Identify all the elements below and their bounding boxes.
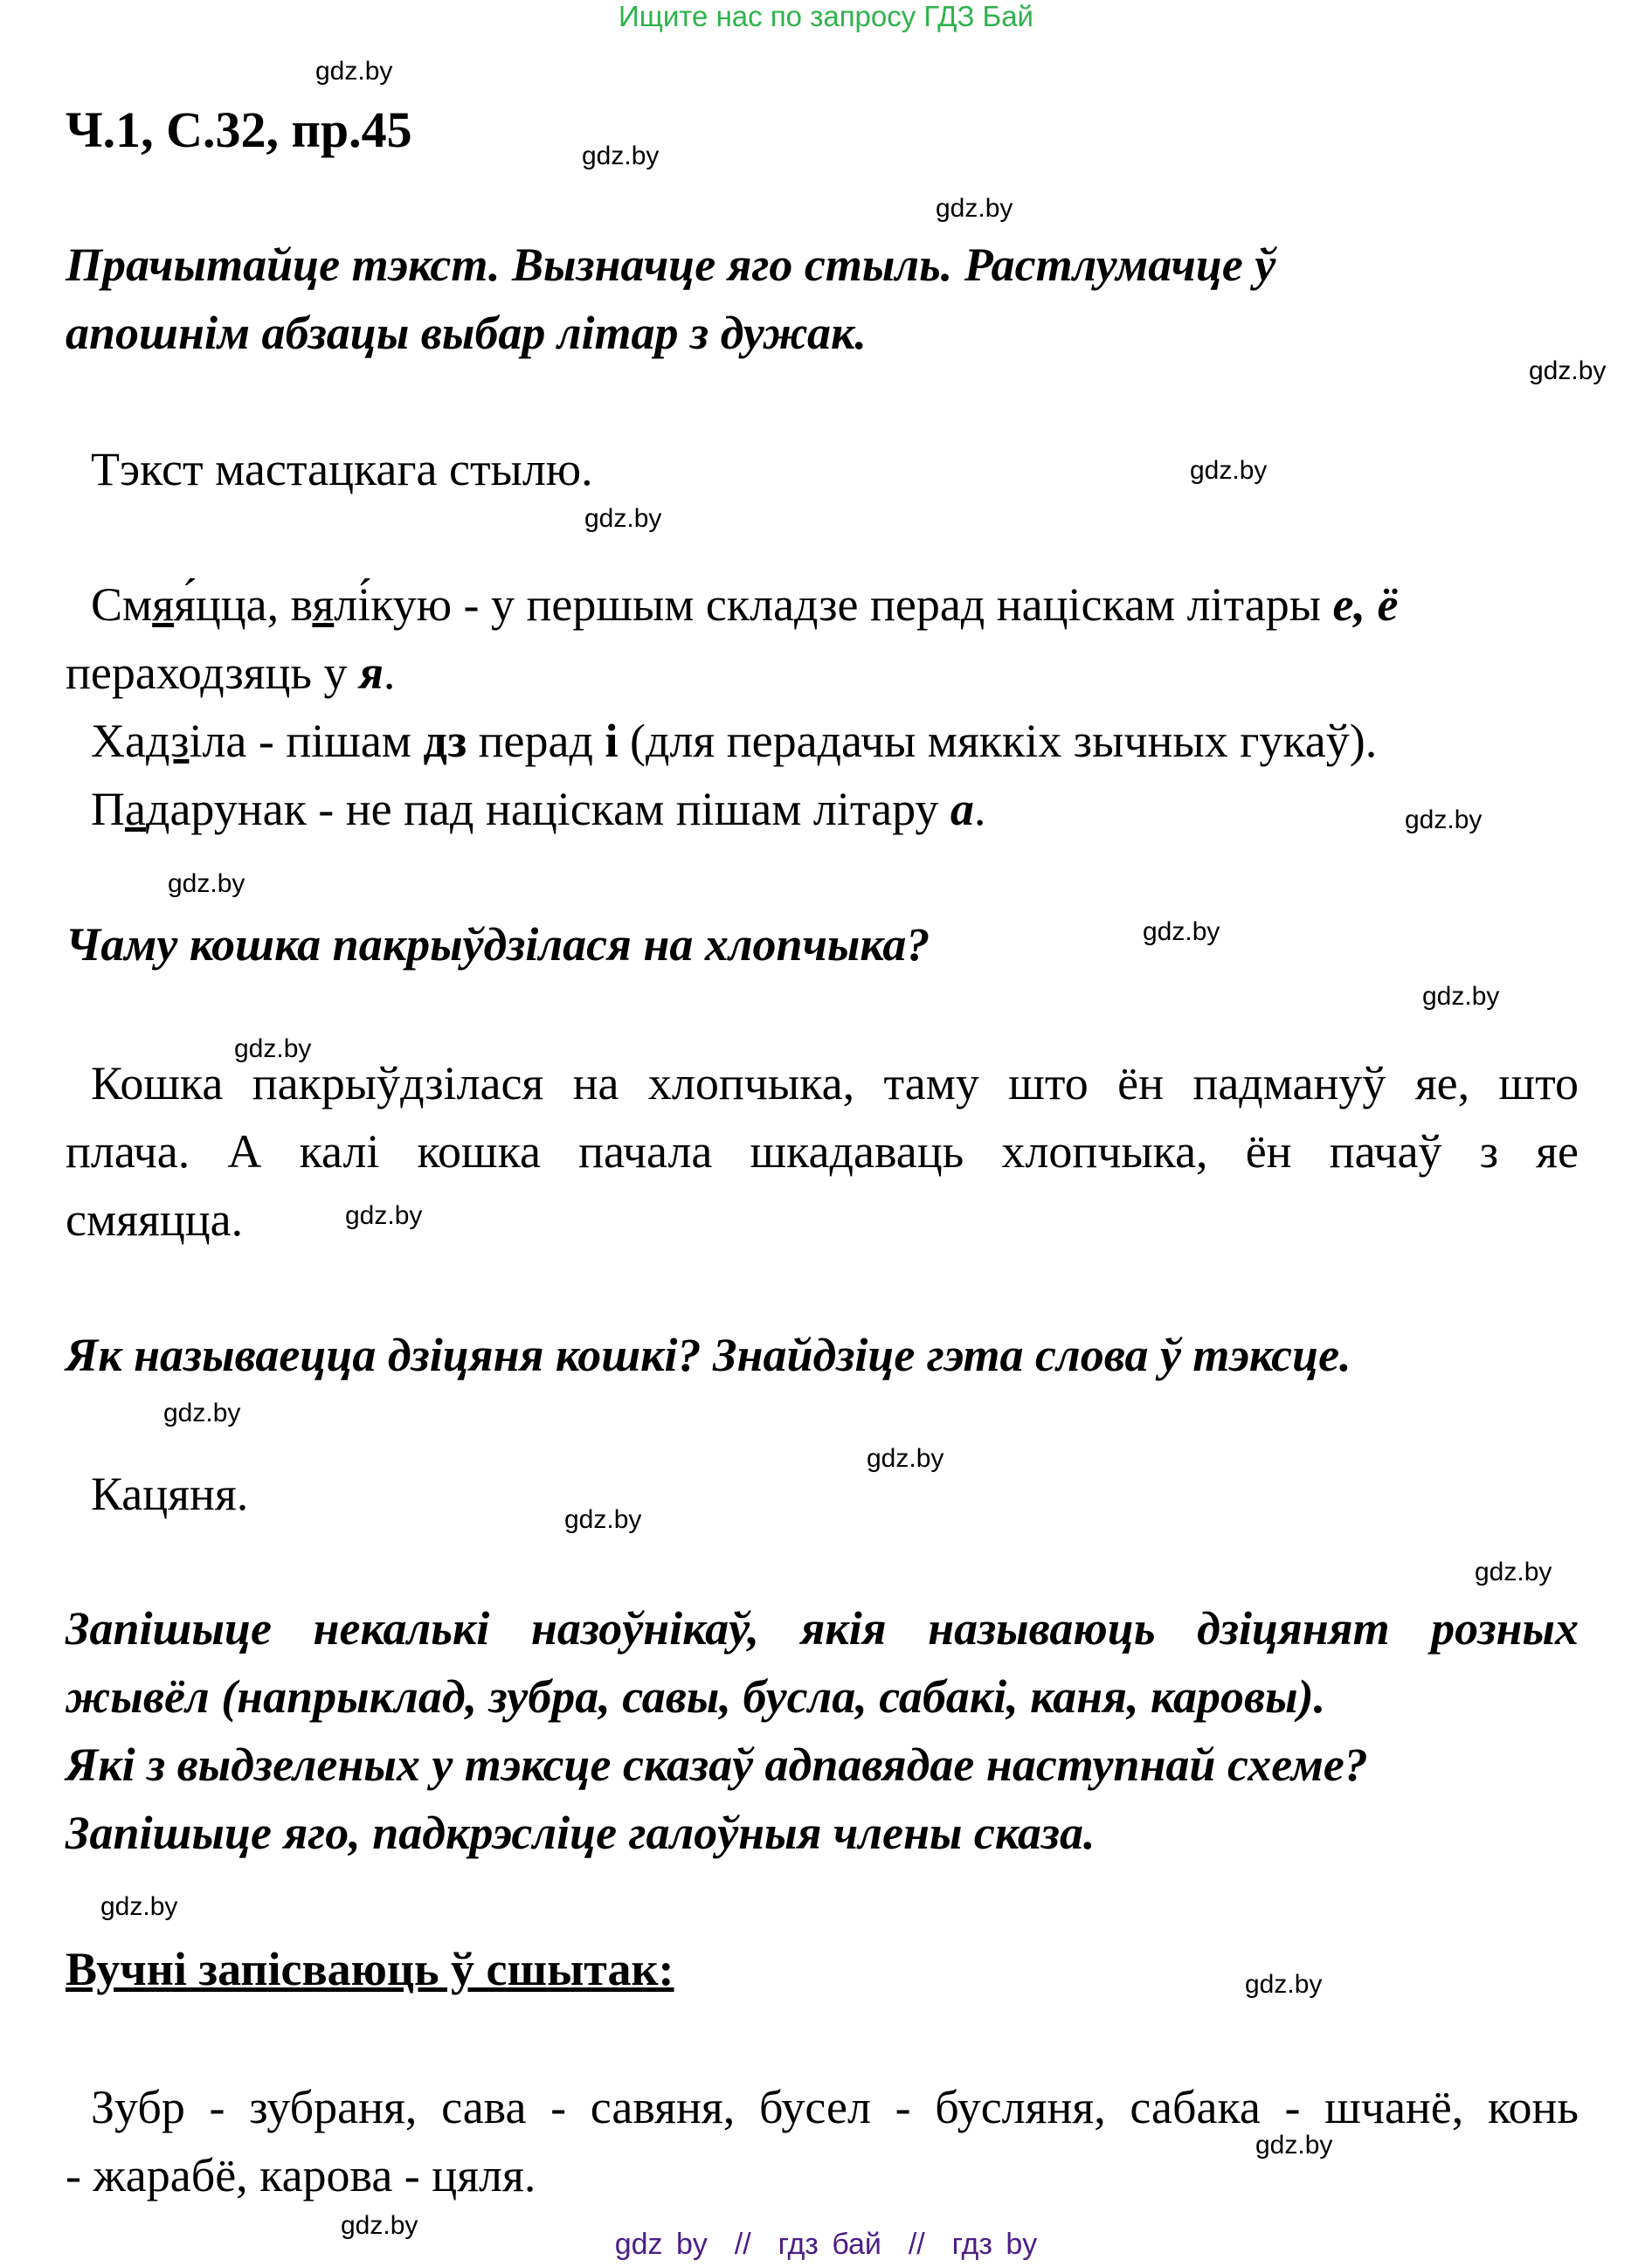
answer-letters-line-3 (91, 713, 1377, 769)
task-4-line-1: Запішыце некалькі назоўнікаў, якія называюць дзіцянят розных (66, 1602, 1579, 1655)
task-1-line-2: апошнім абзацы выбар літар з дужак. (66, 307, 867, 359)
watermark: gdz.by (168, 869, 245, 898)
text: . (383, 646, 396, 699)
answer-letters-line-4 (91, 781, 985, 837)
text: перад (467, 715, 605, 767)
watermark: gdz.by (564, 1505, 642, 1534)
task-4-line-2: жывёл (напрыклад, зубра, савы, бусла, сабакі, каня, каровы). (66, 1670, 1326, 1723)
task-4-line-3: Які з выдзеленых у тэксце сказаў адпавядае наступнай схеме? (66, 1738, 1368, 1791)
watermark: gdz.by (341, 2211, 418, 2240)
text: П (91, 783, 125, 835)
watermark: gdz.by (1255, 2131, 1333, 2160)
task-1-line-1: Прачытайце тэкст. Вызначце яго стыль. Растлумачце ў (66, 238, 1276, 291)
search-banner[interactable]: Ищите нас по запросу ГДЗ Бай (619, 0, 1033, 32)
answer-animals-line-2: - жарабё, карова - цяля. (66, 2149, 536, 2201)
underlined-letter: а (125, 783, 146, 835)
underlined-letters: дз (145, 715, 190, 767)
watermark: gdz.by (1529, 356, 1607, 385)
answer-cat-line-1: Кошка пакрыўдзілася на хлопчыка, таму што ён падмануў яе, што (91, 1057, 1579, 1109)
emphasized-letter: а (950, 783, 974, 835)
watermark: gdz.by (345, 1201, 423, 1230)
answer-animals-line-1: Зубр - зубраня, сава - савяня, бусел - бусляня, сабака - шчанё, конь (91, 2081, 1579, 2133)
text: (для перадачы мяккіх зычных гукаў). (618, 715, 1378, 767)
watermark: gdz.by (867, 1444, 944, 1473)
bold-letters: дз (423, 715, 467, 767)
text: См (91, 578, 153, 631)
answer-cat-line-2: плача. А калі кошка пачала шкадаваць хлопчыка, ён пачаў з яе (66, 1125, 1579, 1178)
watermark: gdz.by (1143, 917, 1220, 946)
watermark: gdz.by (936, 194, 1013, 223)
answer-kitten: Кацяня. (91, 1468, 249, 1520)
watermark: gdz.by (1475, 1558, 1552, 1586)
watermark: gdz.by (1245, 1970, 1323, 1999)
footer-links[interactable]: gdz by // гдз бай // гдз by (614, 2228, 1038, 2261)
emphasized-letters: е, ё (1332, 578, 1399, 631)
watermark: gdz.by (100, 1892, 178, 1921)
answer-style: Тэкст мастацкага стылю. (91, 443, 593, 495)
task-2: Чаму кошка пакрыўдзілася на хлопчыка? (66, 918, 930, 971)
emphasized-letter: я (359, 646, 384, 699)
task-3: Як называецца дзіцяня кошкі? Знайдзіце гэта слова ў тэксце. (66, 1329, 1351, 1381)
answer-letters-line-2 (66, 645, 395, 701)
text: . (973, 783, 986, 835)
watermark: gdz.by (1190, 456, 1268, 485)
answer-cat-line-3: смяяцца. (66, 1193, 244, 1246)
text: дарунак - не пад націскам пішам літару (145, 783, 950, 835)
underlined-letter: я (152, 578, 175, 631)
watermark: gdz.by (1405, 805, 1483, 834)
task-4-line-4: Запішыце яго, падкрэсліце галоўныя члены сказа. (66, 1807, 1096, 1859)
underlined-letter: я (312, 578, 335, 631)
page-title: Ч.1, С.32, пр.45 (66, 101, 412, 158)
text: іла - пішам (189, 715, 424, 767)
text: пераходзяць у (66, 646, 360, 699)
watermark: gdz.by (1422, 982, 1500, 1011)
watermark: gdz.by (315, 57, 393, 86)
watermark: gdz.by (163, 1399, 241, 1427)
notebook-heading: Вучні запісваюць ў сшытак: (66, 1943, 674, 1995)
bold-letter: і (605, 715, 619, 767)
watermark: gdz.by (582, 142, 660, 170)
watermark: gdz.by (584, 504, 662, 533)
text: Ха (91, 715, 146, 767)
text: я́цца, в (174, 578, 313, 631)
text: лі́кую - у першым складзе перад націскам літары (334, 578, 1333, 631)
watermark: gdz.by (234, 1034, 312, 1063)
answer-letters-line-1 (91, 577, 1398, 632)
